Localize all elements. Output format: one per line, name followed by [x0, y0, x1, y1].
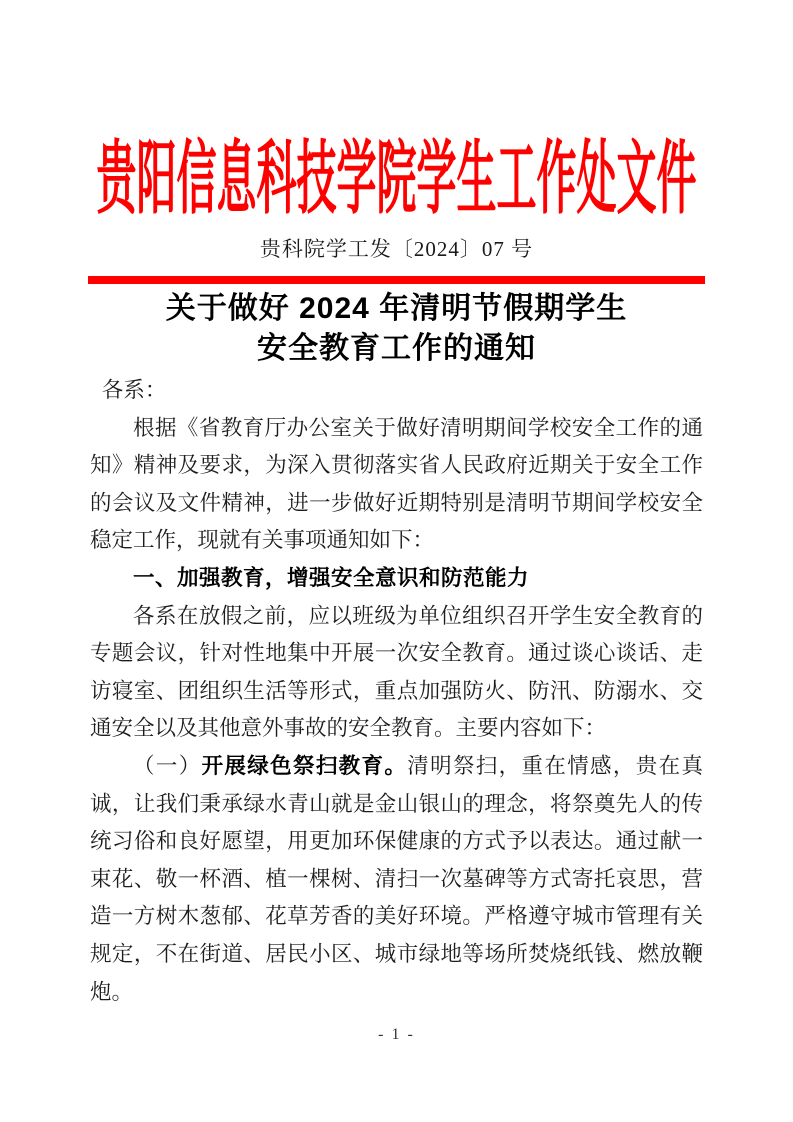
document-title-line1: 关于做好 2024 年清明节假期学生: [165, 292, 628, 325]
letterhead-banner: [0, 134, 793, 224]
item1-text: 清明祭扫，重在情感，贵在真诚，让我们秉承绿水青山就是金山银山的理念，将祭奠先人的传统习俗和良好愿望，用更加环保健康的方式予以表达。通过献一束花、敬一杯酒、植一棵树、清扫一次墓碑等方式寄托哀思，营造一方树木葱郁、花草芳香的美好环境。严格遵守城市管理有关规定，不在街道、居民小区、城市绿地等场所焚烧纸钱、燃放鞭炮。: [90, 753, 703, 1004]
salutation: 各系：: [101, 378, 167, 402]
paragraph-intro: 根据《省教育厅办公室关于做好清明期间学校安全工作的通知》精神及要求，为深入贯彻落实省人民政府近期关于安全工作的会议及文件精神，进一步做好近期特别是清明节期间学校安全稳定工作，现就有关事项通知如下：: [90, 415, 703, 553]
item1-number: （一）: [133, 753, 202, 778]
paragraph-section1: [90, 598, 703, 748]
item1-lead: 开展绿色祭扫教育。: [201, 753, 408, 778]
document-title-line2: 安全教育工作的通知: [257, 332, 536, 365]
letterhead-title: 贵阳信息科技学院学生工作处文件: [96, 134, 697, 224]
page-number: - 1 -: [378, 1026, 415, 1043]
paragraph-item1: [90, 748, 703, 1011]
section-heading-1: 一、加强教育，增强安全意识和防范能力: [133, 565, 530, 590]
document-number: 贵科院学工发〔2024〕07 号: [259, 237, 534, 261]
document-body: [90, 372, 703, 1011]
document-title: [0, 289, 793, 369]
paragraph-section1-text: 各系在放假之前，应以班级为单位组织召开学生安全教育的专题会议，针对性地集中开展一次安全教育。通过谈心谈话、走访寝室、团组织生活等形式，重点加强防火、防汛、防溺水、交通安全以及其他意外事故的安全教育。主要内容如下：: [90, 603, 703, 741]
red-divider-line: [88, 276, 705, 284]
